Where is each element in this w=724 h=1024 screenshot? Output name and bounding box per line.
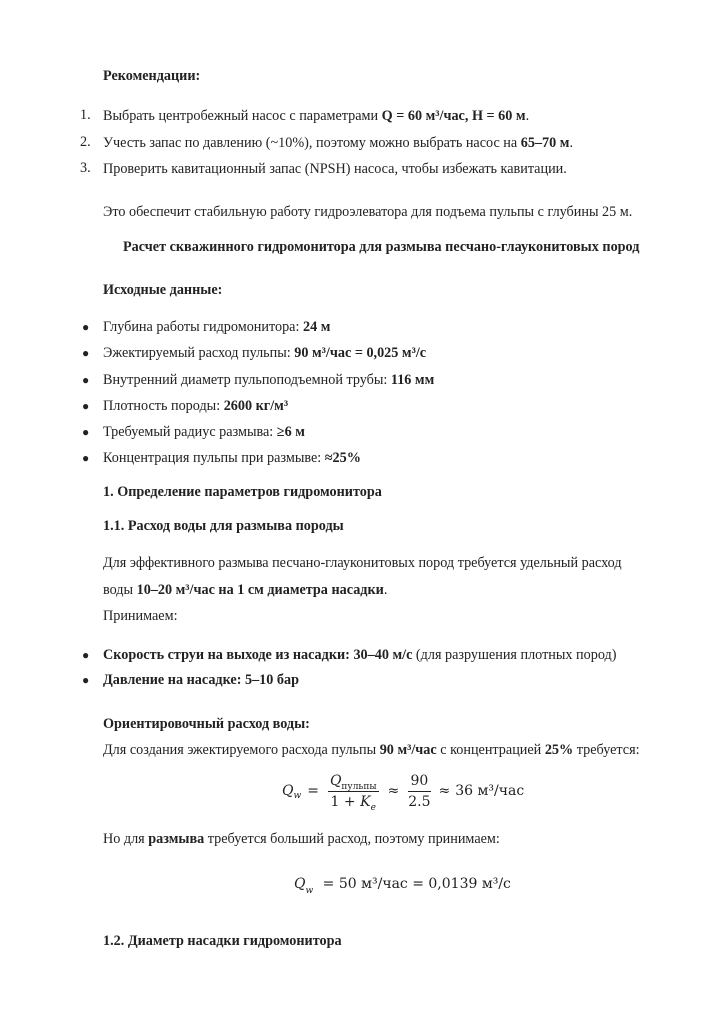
recommendation-item: Проверить кавитационный запас (NPSH) насоса, чтобы избежать кавитации.: [103, 161, 567, 177]
section-title: Расчет скважинного гидромонитора для размыва песчано-глауконитовых пород: [123, 239, 640, 255]
list-number: 2.: [80, 134, 91, 150]
parameter-bullet: Скорость струи на выходе из насадки: 30–40 м/с (для разрушения плотных пород): [103, 647, 617, 663]
parameter-bullet: Давление на насадке: 5–10 бар: [103, 672, 299, 688]
source-data-item: Концентрация пульпы при размыве: ≈25%: [103, 450, 361, 466]
source-data-heading: Исходные данные:: [103, 282, 223, 298]
recommendation-item: Выбрать центробежный насос с параметрами Q = 60 м³/час, H = 60 м.: [103, 108, 530, 124]
bullet-icon: ●: [82, 451, 90, 465]
source-data-item: Требуемый радиус размыва: ≥6 м: [103, 424, 305, 440]
formula-water-flow-accepted: $Q_w = 50$ м³/час = 0,0139 м³/с: [294, 876, 511, 896]
list-number: 1.: [80, 107, 91, 123]
list-number: 3.: [80, 160, 91, 176]
recommendation-summary: Это обеспечит стабильную работу гидроэлеватора для подъема пульпы с глубины 25 м.: [103, 204, 633, 220]
formula-fraction: $\frac{Q_{пульпы}}{1 + K_e}$: [329, 772, 377, 813]
bullet-icon: ●: [82, 346, 90, 360]
accept-label: Принимаем:: [103, 608, 178, 624]
formula-fraction: $\frac{90}{2.5}$: [408, 772, 431, 810]
section-heading: 1. Определение параметров гидромонитора: [103, 484, 382, 500]
paragraph-line: Для создания эжектируемого расхода пульпы 90 м³/час с концентрацией 25% требуется:: [103, 742, 640, 758]
estimate-heading: Ориентировочный расход воды:: [103, 716, 310, 732]
source-data-item: Плотность породы: 2600 кг/м³: [103, 398, 289, 414]
paragraph-line: Но для размыва требуется больший расход, поэтому принимаем:: [103, 831, 500, 847]
bullet-icon: ●: [82, 373, 90, 387]
bullet-icon: ●: [82, 425, 90, 439]
formula-water-flow-estimate: Q w = $\frac{Q_{пульпы}}{1 + K_e}$ ≈ $\frac{90}{2.5}$ ≈ 36 м³/час: [282, 772, 525, 813]
subsection-heading: 1.1. Расход воды для размыва породы: [103, 518, 344, 534]
bullet-icon: ●: [82, 648, 90, 662]
subsection-heading: 1.2. Диаметр насадки гидромонитора: [103, 933, 342, 949]
bullet-icon: ●: [82, 399, 90, 413]
source-data-item: Эжектируемый расход пульпы: 90 м³/час = 0,025 м³/с: [103, 345, 427, 361]
paragraph-line: воды 10–20 м³/час на 1 см диаметра насадки.: [103, 582, 388, 598]
source-data-item: Глубина работы гидромонитора: 24 м: [103, 319, 331, 335]
bullet-icon: ●: [82, 320, 90, 334]
paragraph-line: Для эффективного размыва песчано-глауконитовых пород требуется удельный расход: [103, 555, 622, 571]
source-data-item: Внутренний диаметр пульпоподъемной трубы: 116 мм: [103, 372, 435, 388]
recommendations-heading: Рекомендации:: [103, 68, 201, 84]
recommendation-item: Учесть запас по давлению (~10%), поэтому можно выбрать насос на 65–70 м.: [103, 135, 573, 151]
bullet-icon: ●: [82, 673, 90, 687]
